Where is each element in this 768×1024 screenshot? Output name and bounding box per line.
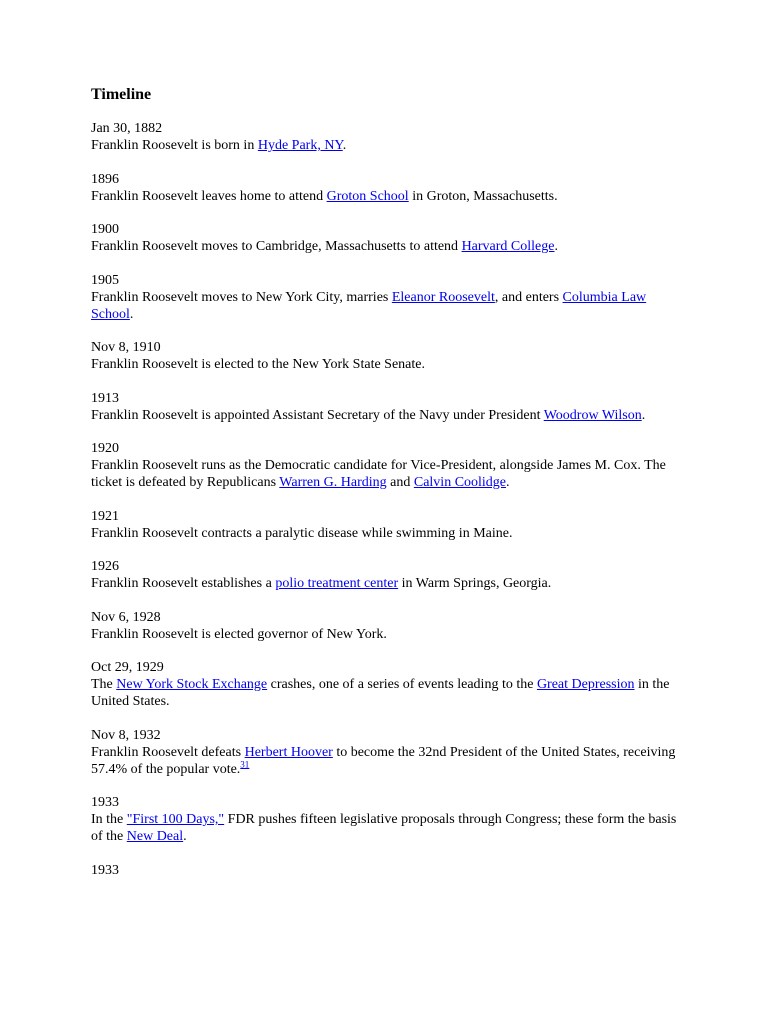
entry-date: Jan 30, 1882 — [91, 121, 163, 136]
entry-text-run: , and enters — [494, 289, 563, 305]
entry-text-run: . — [506, 475, 510, 490]
entry-date: 1905 — [91, 272, 119, 288]
entry-text-run: in Groton, Massachusetts. — [408, 188, 558, 204]
timeline-list — [91, 120, 691, 879]
entry-text-run: to become the 32nd President of the United States, receiving 57.4% of the popular vote. — [91, 744, 676, 777]
entry-date: 1900 — [91, 222, 119, 237]
entry-text — [91, 137, 691, 154]
entry-text-run: Franklin Roosevelt moves to New York City, marries — [91, 289, 392, 305]
entry-link[interactable]: New York Stock Exchange — [116, 677, 268, 692]
entry-text-run: In the — [91, 812, 127, 827]
entry-date: Nov 8, 1910 — [91, 340, 161, 355]
entry-date: 1896 — [91, 171, 119, 187]
entry-link[interactable]: Warren G. Harding — [279, 475, 387, 490]
entry-text-run: Franklin Roosevelt is elected to the New York State Senate. — [91, 357, 425, 372]
entry-text — [91, 289, 691, 323]
entry-text — [91, 676, 691, 710]
entry-link[interactable]: Harvard College — [461, 239, 555, 254]
entry-text — [91, 575, 691, 592]
entry-text — [91, 238, 691, 255]
timeline-entry — [91, 508, 691, 542]
entry-text-run: . — [129, 306, 134, 322]
footnote-reference-link[interactable]: 31 — [240, 758, 250, 769]
entry-text-run: in Warm Springs, Georgia. — [398, 576, 552, 591]
timeline-entry — [91, 558, 691, 592]
entry-text-run: FDR pushes fifteen legislative proposals through Congress; these form the basis of the — [91, 812, 677, 844]
timeline-entry — [91, 221, 691, 255]
document-page — [91, 84, 691, 895]
entry-date: Nov 6, 1928 — [91, 609, 161, 625]
entry-text — [91, 811, 691, 845]
entry-text-run: . — [641, 407, 646, 423]
entry-date: 1926 — [91, 559, 119, 574]
entry-link[interactable]: Herbert Hoover — [244, 744, 333, 760]
entry-text-run: . — [183, 829, 187, 844]
entry-link[interactable]: Calvin Coolidge — [413, 475, 507, 490]
entry-link[interactable]: Eleanor Roosevelt — [391, 289, 495, 305]
timeline-entry — [91, 862, 691, 879]
timeline-entry — [91, 339, 691, 373]
entry-text — [91, 188, 691, 205]
entry-text-run: Franklin Roosevelt is elected governor of New York. — [91, 626, 387, 642]
timeline-entry — [91, 794, 691, 845]
entry-date: Nov 8, 1932 — [91, 727, 161, 743]
entry-text-run: . — [342, 138, 347, 153]
entry-link[interactable]: New Deal — [126, 829, 184, 844]
entry-text — [91, 744, 691, 778]
entry-text-run: and — [386, 475, 414, 490]
entry-text-run: . — [554, 239, 558, 254]
entry-link[interactable]: "First 100 Days," — [126, 812, 225, 827]
entry-date: 1913 — [91, 390, 119, 406]
entry-date: 1933 — [91, 862, 119, 878]
entry-link[interactable]: Woodrow Wilson — [543, 407, 642, 423]
entry-link[interactable]: Groton School — [326, 188, 409, 204]
timeline-entry — [91, 272, 691, 323]
entry-text-run: Franklin Roosevelt defeats — [91, 744, 245, 760]
timeline-entry — [91, 727, 691, 778]
timeline-entry — [91, 120, 691, 154]
entry-text-run: Franklin Roosevelt runs as the Democratic candidate for Vice-President, alongside James M. Cox. The ticket is defeated by Republicans — [91, 458, 666, 490]
entry-link[interactable]: Columbia Law School — [91, 289, 647, 322]
entry-text-run: Franklin Roosevelt moves to Cambridge, Massachusetts to attend — [91, 239, 462, 254]
entry-link[interactable]: Great Depression — [536, 677, 635, 692]
page-title: Timeline — [91, 86, 152, 103]
timeline-entry — [91, 659, 691, 710]
entry-date: 1920 — [91, 441, 119, 456]
entry-text-run: The — [91, 677, 117, 692]
entry-text-run: Franklin Roosevelt contracts a paralytic disease while swimming in Maine. — [91, 525, 513, 541]
timeline-entry — [91, 171, 691, 205]
timeline-entry — [91, 440, 691, 491]
footnote-reference — [240, 759, 249, 769]
entry-text — [91, 626, 691, 643]
timeline-entry — [91, 390, 691, 424]
entry-link[interactable]: polio treatment center — [275, 576, 399, 591]
entry-date: 1933 — [91, 795, 119, 810]
entry-date: 1921 — [91, 508, 119, 524]
entry-text-run: in the United States. — [91, 677, 670, 709]
entry-link[interactable]: Hyde Park, NY — [257, 138, 343, 153]
entry-text — [91, 407, 691, 424]
entry-text-run: Franklin Roosevelt is appointed Assistant Secretary of the Navy under President — [91, 407, 544, 423]
entry-text-run: Franklin Roosevelt establishes a — [91, 576, 276, 591]
entry-text — [91, 525, 691, 542]
entry-text-run: Franklin Roosevelt is born in — [91, 138, 258, 153]
entry-text-run: crashes, one of a series of events leading to the — [267, 677, 537, 692]
entry-text — [91, 457, 691, 491]
entry-text — [91, 356, 691, 373]
entry-text-run: Franklin Roosevelt leaves home to attend — [91, 188, 327, 204]
timeline-entry — [91, 609, 691, 643]
entry-date: Oct 29, 1929 — [91, 660, 164, 675]
